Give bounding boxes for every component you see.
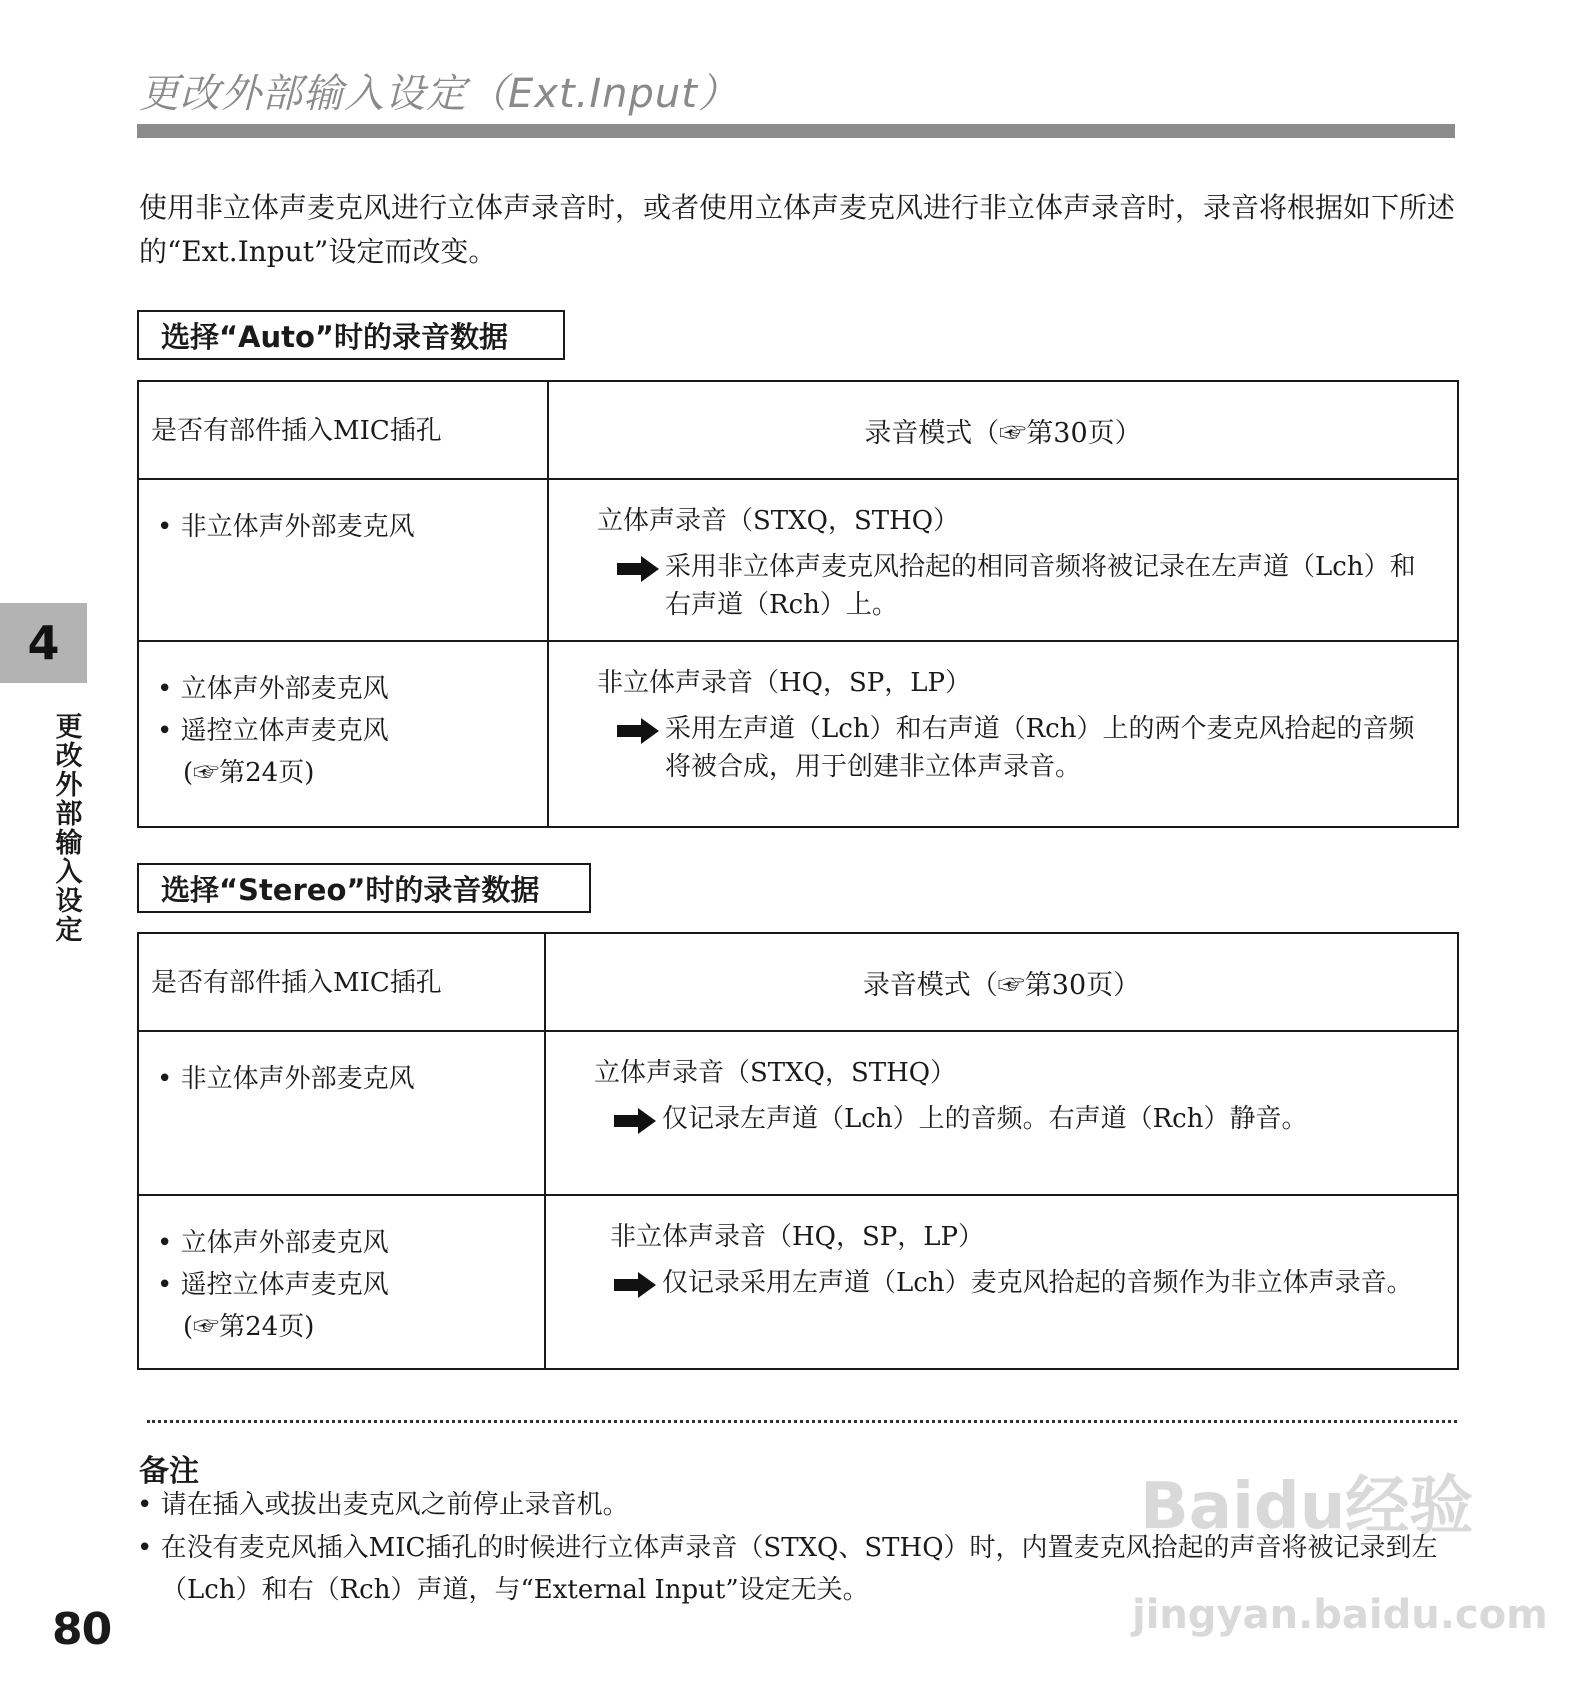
list-item: • 立体声外部麦克风 bbox=[157, 1222, 544, 1264]
right-arrow-icon bbox=[612, 1270, 658, 1300]
table-row bbox=[138, 1031, 1458, 1195]
notes-heading: 备注 bbox=[139, 1454, 199, 1489]
note-item: • 请在插入或拔出麦克风之前停止录音机。 bbox=[137, 1490, 629, 1520]
page-number: 80 bbox=[52, 1604, 112, 1655]
list-item: • 非立体声外部麦克风 bbox=[157, 506, 547, 548]
description-text: 仅记录左声道（Lch）上的音频。右声道（Rch）静音。 bbox=[662, 1104, 1308, 1134]
row-mic-type bbox=[138, 1031, 545, 1195]
stereo-table bbox=[137, 932, 1459, 1370]
description-text: 采用非立体声麦克风拾起的相同音频将被记录在左声道（Lch）和右声道（Rch）上。 bbox=[665, 552, 1416, 620]
record-mode-label: 非立体声录音（HQ，SP，LP） bbox=[597, 668, 972, 698]
row-mic-type bbox=[138, 479, 548, 641]
record-mode-label: 立体声录音（STXQ，STHQ） bbox=[597, 506, 960, 536]
record-mode-label: 非立体声录音（HQ，SP，LP） bbox=[610, 1222, 985, 1252]
row-mic-type bbox=[138, 641, 548, 827]
row-record-mode bbox=[548, 641, 1458, 827]
row-record-mode bbox=[545, 1031, 1458, 1195]
row-mic-type bbox=[138, 1195, 545, 1369]
title-underline-bar bbox=[137, 124, 1455, 138]
record-mode-description bbox=[597, 548, 1437, 624]
right-arrow-icon bbox=[615, 716, 661, 746]
record-mode-label: 立体声录音（STXQ，STHQ） bbox=[594, 1058, 957, 1088]
chapter-number: 4 bbox=[27, 616, 60, 670]
watermark-url: jingyan.baidu.com bbox=[1132, 1592, 1548, 1638]
table-row bbox=[138, 1195, 1458, 1369]
page-reference: (☞第24页) bbox=[183, 1312, 315, 1342]
record-mode-description bbox=[610, 1264, 1437, 1302]
table-header-row bbox=[138, 933, 1458, 1031]
right-arrow-icon bbox=[615, 554, 661, 584]
chapter-side-title: 更改外部输入设定 bbox=[55, 712, 83, 946]
auto-table bbox=[137, 380, 1459, 828]
list-item: • 遥控立体声麦克风 bbox=[157, 1264, 544, 1306]
description-text: 仅记录采用左声道（Lch）麦克风拾起的音频作为非立体声录音。 bbox=[662, 1268, 1413, 1298]
description-text: 采用左声道（Lch）和右声道（Rch）上的两个麦克风拾起的音频将被合成，用于创建非立体声录音。 bbox=[665, 714, 1415, 782]
page-title: 更改外部输入设定（Ext.Input） bbox=[139, 71, 739, 117]
table-header-row bbox=[138, 381, 1458, 479]
row-record-mode bbox=[545, 1195, 1458, 1369]
header-mic-jack: 是否有部件插入MIC插孔 bbox=[138, 381, 548, 479]
list-item: • 遥控立体声麦克风 bbox=[157, 710, 547, 752]
header-mic-jack: 是否有部件插入MIC插孔 bbox=[138, 933, 545, 1031]
header-record-mode: 录音模式（☞第30页） bbox=[548, 381, 1458, 479]
section-label-auto: 选择“Auto”时的录音数据 bbox=[137, 310, 565, 360]
list-item: • 立体声外部麦克风 bbox=[157, 668, 547, 710]
intro-paragraph: 使用非立体声麦克风进行立体声录音时，或者使用立体声麦克风进行非立体声录音时，录音将根据如下所述的“Ext.Input”设定而改变。 bbox=[139, 191, 1456, 268]
header-record-mode: 录音模式（☞第30页） bbox=[545, 933, 1458, 1031]
table-row bbox=[138, 641, 1458, 827]
dotted-divider bbox=[147, 1420, 1457, 1423]
list-item: • 非立体声外部麦克风 bbox=[157, 1058, 544, 1100]
watermark-logo: Baidu经验 bbox=[1140, 1470, 1474, 1544]
right-arrow-icon bbox=[612, 1106, 658, 1136]
record-mode-description bbox=[597, 710, 1437, 786]
table-row bbox=[138, 479, 1458, 641]
record-mode-description bbox=[594, 1100, 1437, 1138]
page-reference: (☞第24页) bbox=[183, 758, 315, 788]
note-item: • 在没有麦克风插入MIC插孔的时候进行立体声录音（STXQ、STHQ）时，内置麦克风拾起的声音将被记录到左（Lch）和右（Rch）声道，与“External Input”设定无关。 bbox=[137, 1533, 1438, 1605]
section-label-stereo: 选择“Stereo”时的录音数据 bbox=[137, 863, 591, 913]
row-record-mode bbox=[548, 479, 1458, 641]
